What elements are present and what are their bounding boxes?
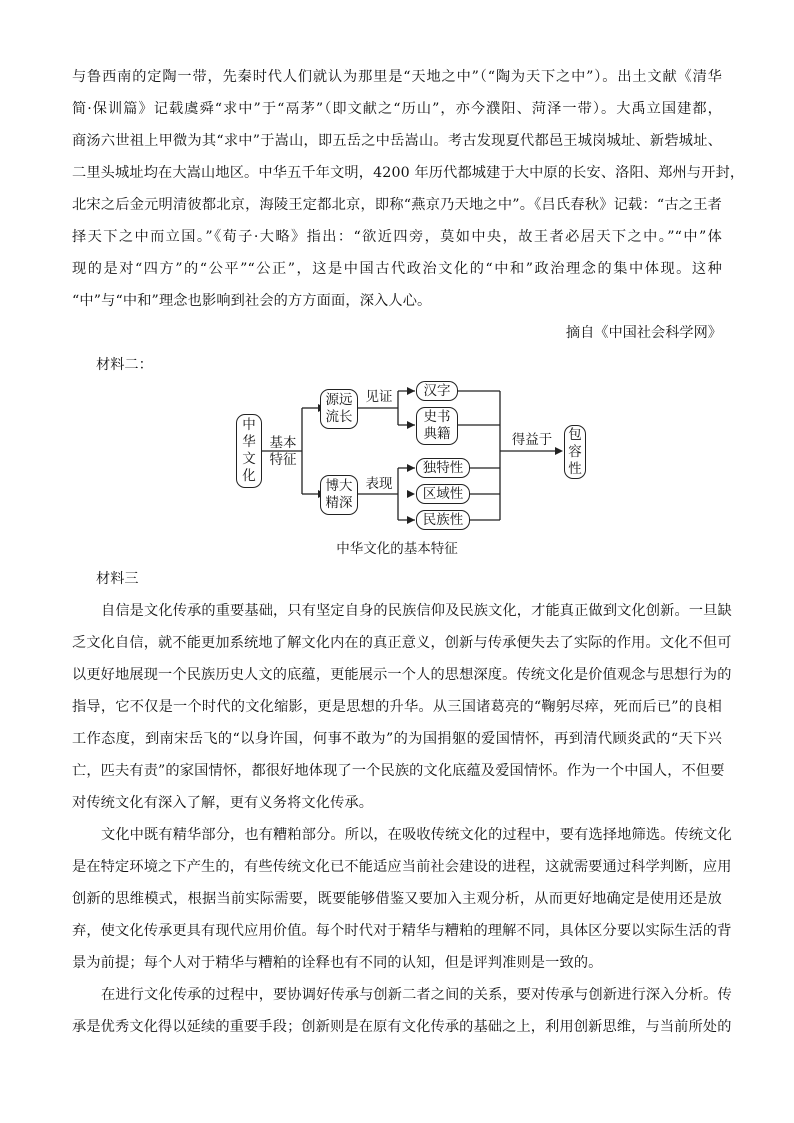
branch1-relation-label: 见证 <box>365 389 393 405</box>
text-line: 在进行文化传承的过程中，要协调好传承与创新二者之间的关系，要对传承与创新进行深入分析。传 <box>101 987 732 1003</box>
text-line: 对传统文化有深入了解，更有义务将文化传承。 <box>72 795 374 811</box>
text-line: 承是优秀文化得以延续的重要手段；创新则是在原有文化传承的基础之上，利用创新思维，与当前所处的 <box>72 1019 732 1035</box>
text-line: 北宋之后金元明清彼都北京，海陵王定都北京，即称“燕京乃天地之中”。《吕氏春秋》记载：“古之王者 <box>72 197 722 213</box>
branch-node-long-history: 源远 流长 <box>320 389 358 429</box>
item-node-chinese-characters: 汉字 <box>416 381 458 401</box>
diagram-caption: 中华文化的基本特征 <box>336 541 458 557</box>
text-line: “中”与“中和”理念也影响到社会的方方面面，深入人心。 <box>72 293 432 309</box>
source-citation: 摘自《中国社会科学网》 <box>565 325 722 341</box>
text-line: 择天下之中而立国。”《荀子·大略》指出：“欲近四旁，莫如中央，故王者必居天下之中。”“中”体 <box>72 229 722 245</box>
benefit-label: 得益于 <box>511 432 553 448</box>
text-line: 商汤六世祖上甲微为其“求中”于嵩山，即五岳之中岳嵩山。考古发现夏代都邑王城岗城址、新砦城址、 <box>72 133 722 149</box>
text-line: 自信是文化传承的重要基础，只有坚定自身的民族信仰及民族文化，才能真正做到文化创新。一旦缺 <box>101 603 732 619</box>
text-line: 二里头城址均在大嵩山地区。中华五千年文明，4200 年历代都城建于大中原的长安、洛阳、郑州与开封， <box>72 165 745 181</box>
branch-node-broad-profound: 博大 精深 <box>320 475 358 515</box>
text-line: 指导，它不仅是一个时代的文化缩影，更是思想的升华。从三国诸葛亮的“鞠躬尽瘁，死而后已”的良相 <box>72 699 722 715</box>
text-line: 工作态度，到南宋岳飞的“以身许国，何事不敢为”的为国捐躯的爱国情怀，再到清代顾炎武的“天下兴 <box>72 731 722 747</box>
text-line: 是在特定环境之下产生的，有些传统文化已不能适应当前社会建设的进程，这就需要通过科学判断，应用 <box>72 859 732 875</box>
text-line: 现的是对“四方”的“公平”“公正”，这是中国古代政治文化的“中和”政治理念的集中体现。这种 <box>72 261 722 277</box>
text-line: 与鲁西南的定陶一带，先秦时代人们就认为那里是“天地之中”（“陶为天下之中”）。出土文献《清华 <box>72 69 722 85</box>
text-line: 亡，匹夫有责”的家国情怀，都很好地体现了一个民族的文化底蕴及爱国情怀。作为一个中国人，不但要 <box>72 763 725 779</box>
text-line: 以更好地展现一个民族历史人文的底蕴，更能展示一个人的思想深度。传统文化是价值观念与思想行为的 <box>72 667 732 683</box>
text-line: 简·保训篇》记载虞舜“求中”于“鬲茅”（即文献之“历山”，亦今濮阳、菏泽一带）。大禹立国建都， <box>72 101 722 117</box>
text-line: 文化中既有精华部分，也有糟粕部分。所以，在吸收传统文化的过程中，要有选择地筛选。传统文化 <box>101 827 732 843</box>
text-line: 弃，使文化传承更具有现代应用价值。每个时代对于精华与糟粕的理解不同，具体区分要以实际生活的背 <box>72 923 732 939</box>
base-feature-label: 基本 特征 <box>269 435 297 468</box>
text-line: 创新的思维模式，根据当前实际需要，既要能够借鉴又要加入主观分析，从而更好地确定是使用还是放 <box>72 891 722 907</box>
material-3-label: 材料三 <box>96 571 139 587</box>
item-node-historical-books: 史书 典籍 <box>416 407 458 445</box>
root-node: 中 华 文 化 <box>236 414 262 488</box>
item-node-uniqueness: 独特性 <box>416 458 470 478</box>
text-line: 景为前提；每个人对于精华与糟粕的诠释也有不同的认知，但是评判准则是一致的。 <box>72 955 603 971</box>
result-node-inclusiveness: 包 容 性 <box>564 425 586 479</box>
text-line: 乏文化自信，就不能更加系统地了解文化内在的真正意义，创新与传承便失去了实际的作用。文化不但可 <box>72 635 732 651</box>
item-node-regionality: 区域性 <box>416 484 470 504</box>
branch2-relation-label: 表现 <box>365 476 393 492</box>
item-node-ethnicity: 民族性 <box>416 510 470 530</box>
material-2-label: 材料二： <box>96 357 153 373</box>
